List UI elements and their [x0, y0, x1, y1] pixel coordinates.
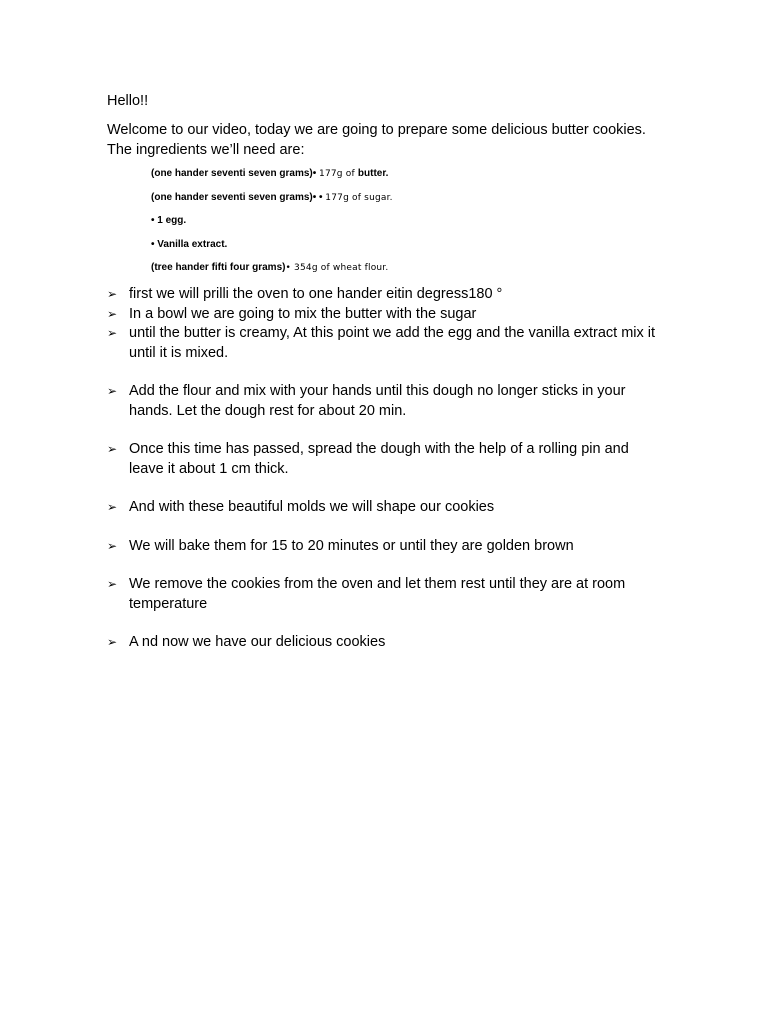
- ingredient-item: [151, 190, 393, 214]
- step-item: [107, 440, 657, 479]
- steps-list: [107, 285, 657, 653]
- ingredient-bold-text: butter.: [357, 168, 389, 179]
- ingredient-bold-text: • 1 egg.: [151, 215, 187, 226]
- ingredient-bold-text: (tree hander fifti four grams): [151, 262, 286, 273]
- arrow-bullet-icon: ➢: [107, 635, 118, 649]
- greeting-text: Hello!!: [107, 93, 149, 109]
- step-item: [107, 537, 657, 557]
- step-item: [107, 285, 657, 305]
- step-item: [107, 305, 657, 325]
- step-item: [107, 324, 657, 363]
- arrow-bullet-icon: ➢: [107, 500, 118, 514]
- arrow-bullet-icon: ➢: [107, 577, 118, 591]
- step-text: A nd now we have our delicious cookies: [129, 634, 386, 650]
- ingredients-list: [151, 166, 393, 284]
- intro-paragraph: Welcome to our video, today we are going to prepare some delicious butter cookies. The ingredients we’ll need are:: [107, 122, 646, 158]
- step-item: [107, 633, 657, 653]
- ingredient-item: [151, 237, 393, 261]
- arrow-bullet-icon: ➢: [107, 442, 118, 456]
- ingredient-light-text: 177g of: [319, 169, 358, 179]
- ingredient-light-text: • 354g of wheat flour.: [285, 263, 389, 273]
- ingredient-item: [151, 213, 393, 237]
- step-text: And with these beautiful molds we will shape our cookies: [129, 499, 495, 515]
- arrow-bullet-icon: ➢: [107, 326, 118, 340]
- step-text: We will bake them for 15 to 20 minutes or until they are golden brown: [129, 537, 574, 554]
- ingredient-bold-text: (one hander seventi seven grams)• •: [151, 191, 326, 203]
- ingredient-item: [151, 166, 393, 190]
- step-text: first we will prilli the oven to one hander eitin degress180 °: [129, 286, 503, 302]
- step-item: [107, 575, 657, 614]
- step-text: until the butter is creamy, At this point we add the egg and the vanilla extract mix it until it is mixed.: [129, 325, 656, 361]
- arrow-bullet-icon: ➢: [107, 306, 118, 321]
- ingredient-bold-text: • Vanilla extract.: [151, 238, 228, 250]
- ingredient-bold-text: (one hander seventi seven grams)•: [151, 168, 320, 179]
- step-text: We remove the cookies from the oven and let them rest until they are at room temperature: [129, 576, 626, 612]
- step-item: [107, 382, 657, 421]
- step-text: In a bowl we are going to mix the butter with the sugar: [129, 305, 477, 322]
- ingredient-light-text: 177g of sugar.: [325, 192, 393, 203]
- step-text: Once this time has passed, spread the dough with the help of a rolling pin and leave it about 1 cm thick.: [129, 441, 629, 477]
- arrow-bullet-icon: ➢: [107, 538, 118, 553]
- arrow-bullet-icon: ➢: [107, 384, 118, 398]
- step-text: Add the flour and mix with your hands until this dough no longer sticks in your hands. Let the dough rest for about 20 min.: [129, 383, 626, 419]
- step-item: [107, 498, 657, 518]
- arrow-bullet-icon: ➢: [107, 287, 118, 301]
- ingredient-item: [151, 260, 393, 284]
